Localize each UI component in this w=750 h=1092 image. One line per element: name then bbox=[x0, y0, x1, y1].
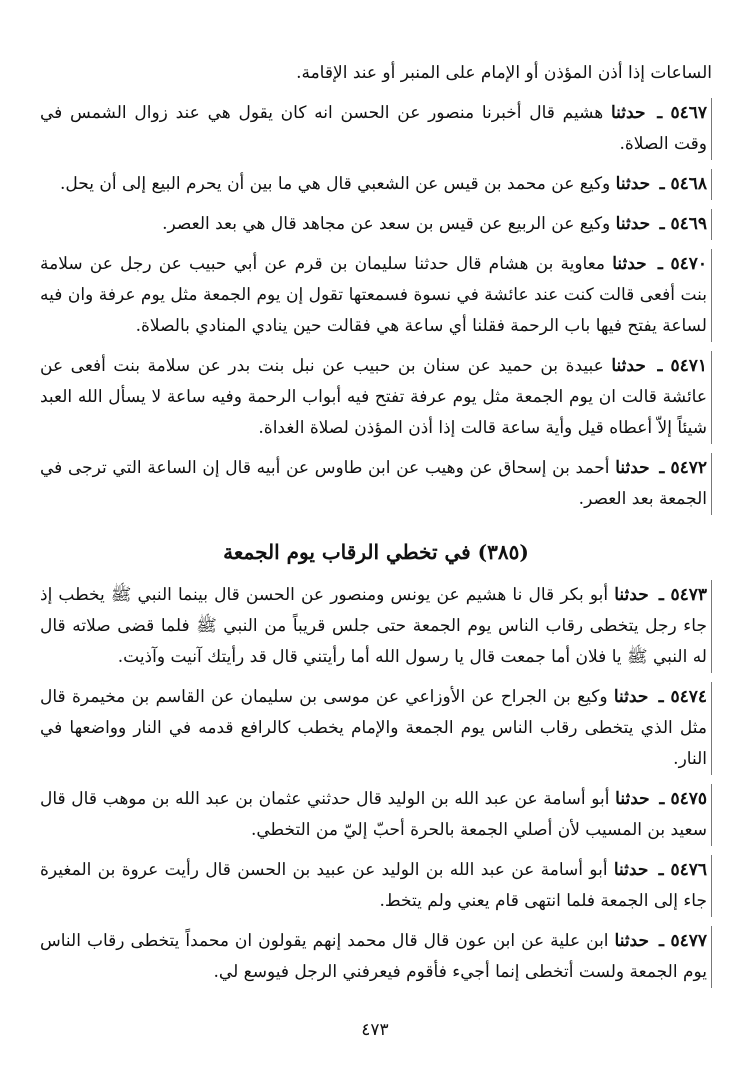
hadith-text: ابن علية عن ابن عون قال قال محمد إنهم يقولون ان محمداً يتخطى رقاب الناس يوم الجمعة ولست أتخطى إنما أجيء فأقوم فيعرفني الرجل فيوسع لي. bbox=[40, 931, 707, 982]
hadith-number: ٥٤٧١ ـ bbox=[657, 356, 708, 376]
hadith-list-1 bbox=[40, 98, 712, 515]
page-body bbox=[40, 58, 712, 997]
hadith-5468 bbox=[40, 169, 712, 200]
page-number: ٤٧٣ bbox=[361, 1020, 389, 1040]
hadith-number: ٥٤٧٦ ـ bbox=[658, 860, 707, 880]
hadith-text: معاوية بن هشام قال حدثنا سليمان بن قرم عن أبي حبيب عن رجل عن سلامة بنت أفعى قالت كنت عند عائشة في نسوة فسمعتها تقول إن يوم الجمعة مثل يوم عرفة وان فيه لساعة يفتح فيها باب الرحمة فقلنا أي ساعة هي فقالت حين ينادي المنادي بالصلاة. bbox=[40, 254, 707, 336]
hadith-number: ٥٤٧٢ ـ bbox=[659, 458, 708, 478]
hadith-5471 bbox=[40, 351, 712, 444]
continuation-line: الساعات إذا أذن المؤذن أو الإمام على المنبر أو عند الإقامة. bbox=[296, 63, 712, 83]
hadith-text: أحمد بن إسحاق عن وهيب عن ابن طاوس عن أبيه قال إن الساعة التي ترجى في الجمعة بعد العصر. bbox=[40, 458, 707, 509]
hadith-5470 bbox=[40, 249, 712, 342]
hadith-text: أبو بكر قال نا هشيم عن يونس ومنصور عن الحسن قال بينما النبي ﷺ يخطب إذ جاء رجل يتخطى رقاب الناس يوم الجمعة حتى جلس قريباً من النبي ﷺ فلما قضى صلاته قال له النبي ﷺ يا فلان أما جمعت قال يا رسول الله أما رأيتني قال قد رأيتك آنيت وآذيت. bbox=[40, 585, 707, 667]
hadith-lead: حدثنا bbox=[613, 687, 649, 707]
hadith-text: وكيع عن محمد بن قيس عن الشعبي قال هي ما بين أن يحرم البيع إلى أن يحل. bbox=[59, 174, 611, 194]
hadith-number: ٥٤٧٠ ـ bbox=[657, 254, 708, 274]
hadith-5467 bbox=[40, 98, 712, 160]
hadith-lead: حدثنا bbox=[610, 103, 646, 123]
hadith-lead: حدثنا bbox=[611, 356, 646, 376]
hadith-text: أبو أسامة عن عبد الله بن الوليد عن عبيد بن الحسن قال رأيت عروة بن المغيرة جاء إلى الجمعة فلما انتهى قام يعني ولم يتخط. bbox=[40, 860, 707, 911]
hadith-5476 bbox=[40, 855, 712, 917]
hadith-lead: حدثنا bbox=[615, 214, 651, 234]
hadith-lead: حدثنا bbox=[614, 585, 649, 605]
hadith-number: ٥٤٦٧ ـ bbox=[657, 103, 708, 123]
hadith-number: ٥٤٧٧ ـ bbox=[658, 931, 707, 951]
hadith-text: هشيم قال أخبرنا منصور عن الحسن انه كان يقول هي عند زوال الشمس في وقت الصلاة. bbox=[40, 103, 707, 154]
hadith-5477 bbox=[40, 926, 712, 988]
hadith-5469 bbox=[40, 209, 712, 240]
hadith-lead: حدثنا bbox=[613, 860, 649, 880]
hadith-number: ٥٤٧٤ ـ bbox=[658, 687, 708, 707]
hadith-text: عبيدة بن حميد عن سنان بن حبيب عن نبل بنت بدر عن سلامة بنت أفعى عن عائشة قالت ان يوم الجمعة مثل يوم عرفة تفتح فيه أبواب الرحمة وفيه ساعة لا يسأل الله العبد شيئاً إلاّ أعطاه قيل وأية ساعة قالت إذا أذن المؤذن لصلاة الغداة. bbox=[40, 356, 707, 438]
hadith-5472 bbox=[40, 453, 712, 515]
hadith-5475 bbox=[40, 784, 712, 846]
hadith-5474 bbox=[40, 682, 712, 775]
hadith-lead: حدثنا bbox=[612, 254, 647, 274]
hadith-text: وكيع بن الجراح عن الأوزاعي عن موسى بن سليمان عن القاسم بن مخيمرة قال مثل الذي يتخطى رقاب الناس يوم الجمعة والإمام يخطب كالرافع قدمه في النار وواضعها في النار. bbox=[40, 687, 707, 769]
hadith-number: ٥٤٦٨ ـ bbox=[659, 174, 707, 194]
hadith-number: ٥٤٦٩ ـ bbox=[659, 214, 707, 234]
hadith-5473 bbox=[40, 580, 712, 673]
hadith-text: أبو أسامة عن عبد الله بن الوليد قال حدثني عثمان بن عبد الله بن موهب قال قال سعيد بن المسيب لأن أصلي الجمعة بالحرة أحبّ إليّ من التخطي. bbox=[40, 789, 707, 840]
hadith-lead: حدثنا bbox=[615, 174, 651, 194]
hadith-list-2 bbox=[40, 580, 712, 988]
hadith-number: ٥٤٧٣ ـ bbox=[658, 585, 707, 605]
hadith-number: ٥٤٧٥ ـ bbox=[659, 789, 707, 809]
hadith-text: وكيع عن الربيع عن قيس بن سعد عن مجاهد قال هي بعد العصر. bbox=[162, 214, 611, 234]
hadith-lead: حدثنا bbox=[615, 789, 650, 809]
hadith-lead: حدثنا bbox=[615, 458, 650, 478]
chapter-title: (٣٨٥) في تخطي الرقاب يوم الجمعة bbox=[223, 540, 529, 564]
hadith-lead: حدثنا bbox=[614, 931, 649, 951]
